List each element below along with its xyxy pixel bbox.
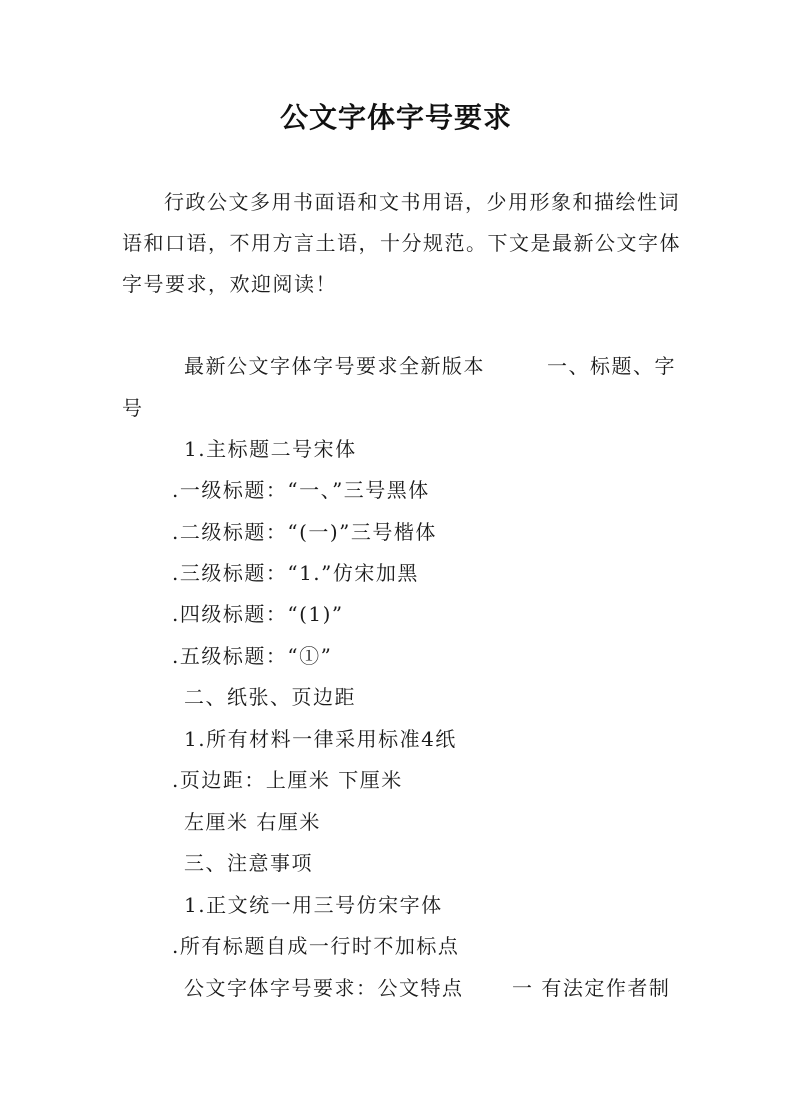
list-item: .四级标题：“(1)” [172, 602, 344, 626]
list-item: .五级标题：“①” [172, 644, 333, 668]
list-item: .三级标题：“1.”仿宋加黑 [172, 561, 419, 585]
list-item: .页边距：上厘米 下厘米 [172, 768, 403, 792]
footer-line-right: 一 有法定作者制 [512, 976, 671, 1000]
section-header-right: 一、标题、字 [547, 354, 676, 378]
page-title: 公文字体字号要求 [279, 101, 512, 134]
list-item: .二级标题：“(一)”三号楷体 [172, 520, 437, 544]
list-item: 1.所有材料一律采用标准4纸 [184, 727, 457, 751]
section-header-left: 最新公文字体字号要求全新版本 [184, 354, 485, 378]
footer-line-left: 公文字体字号要求：公文特点 [184, 976, 464, 1000]
list-item: 左厘米 右厘米 [184, 810, 321, 834]
list-item: .所有标题自成一行时不加标点 [172, 934, 460, 958]
list-item: 二、纸张、页边距 [184, 685, 356, 709]
list-item: 三、注意事项 [184, 851, 313, 875]
section-header-continued: 号 [122, 396, 144, 420]
list-item: 1.主标题二号宋体 [184, 437, 357, 461]
section-header [122, 346, 682, 387]
intro-paragraph: 行政公文多用书面语和文书用语，少用形象和描绘性词语和口语，不用方言土语，十分规范。下文是最新公文字体字号要求，欢迎阅读！ [122, 190, 681, 296]
list-item: 1.正文统一用三号仿宋字体 [184, 893, 443, 917]
list-item: .一级标题：“一、”三号黑体 [172, 478, 430, 502]
